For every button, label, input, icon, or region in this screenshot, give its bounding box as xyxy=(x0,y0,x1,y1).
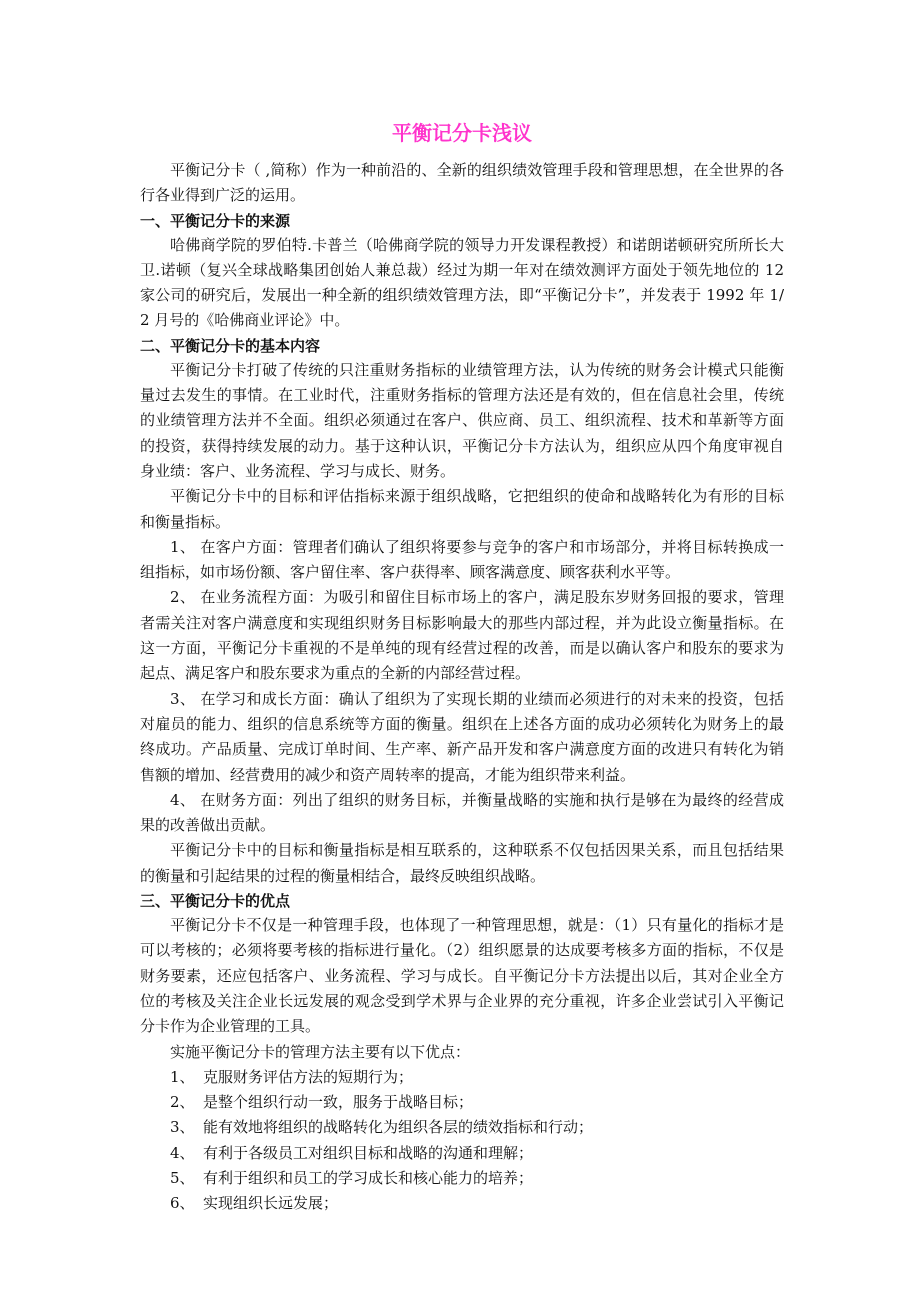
section-heading-origin: 一、平衡记分卡的来源 xyxy=(140,211,291,230)
document-page xyxy=(140,118,784,1217)
content-paragraph-summary: 平衡记分卡中的目标和衡量指标是相互联系的，这种联系不仅包括因果关系，而且包括结果的衡量和引起结果的过程的衡量相结合，最终反映组织战略。 xyxy=(140,841,784,885)
advantages-list xyxy=(140,1065,784,1217)
advantages-paragraph-1: 平衡记分卡不仅是一种管理手段，也体现了一种管理思想，就是：（1）只有量化的指标才是可以考核的；必须将要考核的指标进行量化。（2）组织愿景的达成要考核多方面的指标，不仅是财务要素，还应包括客户、业务流程、学习与成长。自平衡记分卡方法提出以后，其对企业全方位的考核及关注企业长远发展的观念受到学术界与企业界的充分重视，许多企业尝试引入平衡记分卡作为企业管理的工具。 xyxy=(140,916,784,1036)
list-item-number: 1、 xyxy=(170,1067,195,1086)
content-paragraph-customer: 1、 在客户方面：管理者们确认了组织将要参与竞争的客户和市场部分，并将目标转换成一组指标，如市场份额、客户留住率、客户获得率、顾客满意度、顾客获利水平等。 xyxy=(140,537,784,582)
list-item-text: 有利于组织和员工的学习成长和核心能力的培养； xyxy=(203,1168,534,1187)
section-heading-content: 二、平衡记分卡的基本内容 xyxy=(140,336,321,355)
content-paragraph-learning: 3、 在学习和成长方面：确认了组织为了实现长期的业绩而必须进行的对未来的投资，包括对雇员的能力、组织的信息系统等方面的衡量。组织在上述各方面的成功必须转化为财务上的最终成功。产品质量、完成订单时间、生产率、新产品开发和客户满意度方面的改进只有转化为销售额的增加、经营费用的减少和资产周转率的提高，才能为组织带来利益。 xyxy=(140,689,784,784)
content-paragraph-finance: 4、 在财务方面：列出了组织的财务目标，并衡量战略的实施和执行是够在为最终的经营成果的改善做出贡献。 xyxy=(140,790,784,835)
list-item xyxy=(140,1191,784,1216)
content-paragraph-1: 平衡记分卡打破了传统的只注重财务指标的业绩管理方法，认为传统的财务会计模式只能衡量过去发生的事情。在工业时代，注重财务指标的管理方法还是有效的，但在信息社会里，传统的业绩管理方法并不全面。组织必须通过在客户、供应商、员工、组织流程、技术和革新等方面的投资，获得持续发展的动力。基于这种认识，平衡记分卡方法认为，组织应从四个角度审视自身业绩：客户、业务流程、学习与成长、财务。 xyxy=(140,360,784,480)
content-paragraph-2: 平衡记分卡中的目标和评估指标来源于组织战略，它把组织的使命和战略转化为有形的目标和衡量指标。 xyxy=(140,487,784,531)
list-item-number: 6、 xyxy=(170,1194,195,1213)
list-item-text: 有利于各级员工对组织目标和战略的沟通和理解； xyxy=(203,1143,534,1162)
content-paragraph-process: 2、 在业务流程方面：为吸引和留住目标市场上的客户，满足股东岁财务回报的要求，管理者需关注对客户满意度和实现组织财务目标影响最大的那些内部过程，并为此设立衡量指标。在这一方面，平衡记分卡重视的不是单纯的现有经营过程的改善，而是以确认客户和股东的要求为起点、满足客户和股东要求为重点的全新的内部经营过程。 xyxy=(140,588,784,683)
list-item-text: 实现组织长远发展； xyxy=(203,1194,339,1213)
list-item-number: 5、 xyxy=(170,1168,195,1187)
origin-paragraph: 哈佛商学院的罗伯特.卡普兰（哈佛商学院的领导力开发课程教授）和诺朗诺顿研究所所长大卫.诺顿（复兴全球战略集团创始人兼总裁）经过为期一年对在绩效测评方面处于领先地位的 12 家公司的研究后，发展出一种全新的组织绩效管理方法，即“平衡记分卡”，并发表于 1992 年 1/2 月号的《哈佛商业评论》中。 xyxy=(140,235,784,330)
list-item-number: 3、 xyxy=(170,1118,195,1137)
list-item xyxy=(140,1115,784,1140)
list-item-text: 克服财务评估方法的短期行为； xyxy=(203,1067,414,1086)
list-item-number: 4、 xyxy=(170,1143,195,1162)
list-item-text: 是整个组织行动一致，服务于战略目标； xyxy=(203,1093,474,1112)
list-item xyxy=(140,1141,784,1166)
intro-paragraph: 平衡记分卡（ ,简称）作为一种前沿的、全新的组织绩效管理手段和管理思想，在全世界的各行各业得到广泛的运用。 xyxy=(140,161,784,205)
list-item xyxy=(140,1065,784,1090)
list-item xyxy=(140,1090,784,1115)
list-item-text: 能有效地将组织的战略转化为组织各层的绩效指标和行动； xyxy=(203,1118,594,1137)
document-title: 平衡记分卡浅议 xyxy=(392,121,532,145)
section-heading-advantages: 三、平衡记分卡的优点 xyxy=(140,892,291,911)
list-item-number: 2、 xyxy=(170,1093,195,1112)
advantages-paragraph-2: 实施平衡记分卡的管理方法主要有以下优点： xyxy=(170,1042,471,1061)
list-item xyxy=(140,1166,784,1191)
